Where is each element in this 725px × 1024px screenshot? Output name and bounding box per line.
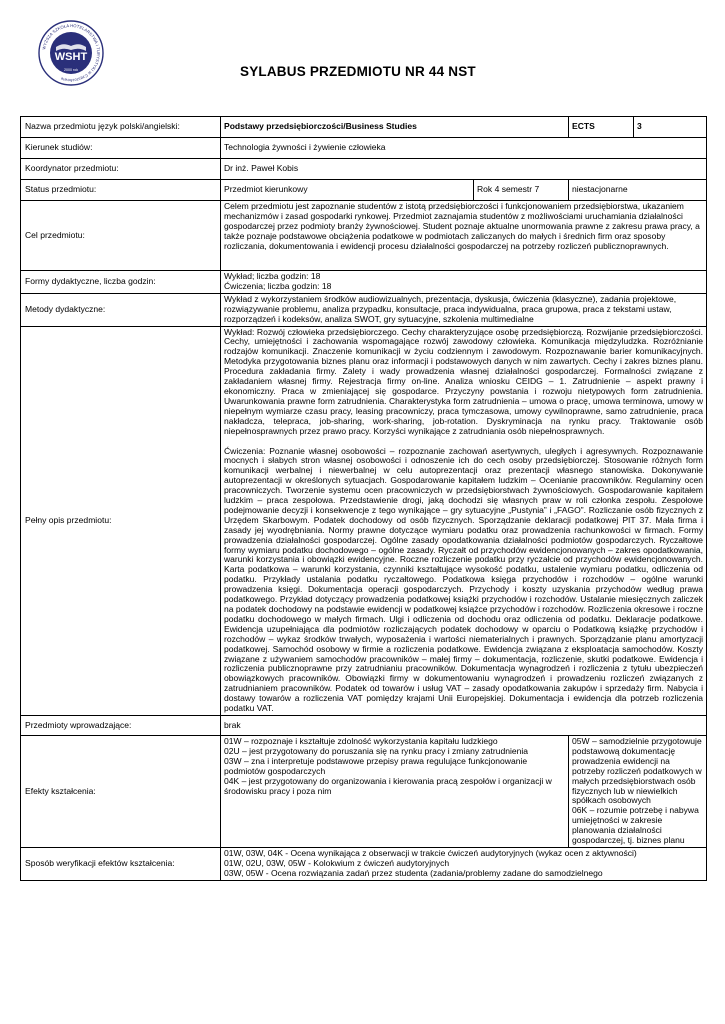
methods: Wykład z wykorzystaniem środków audiowizualnych, prezentacja, dyskusja, ćwiczenia (klasyczne), zadania projektowe, rozwiązywanie problemu, analiza przypadku, konsultacje, praca indywidualna, praca grupowa, praca z tekstami ustaw, rozporządzeń i kodeksów, analiza SWOT, gry sytuacyjne, szkolenia multimedialne: [221, 293, 707, 326]
outcome-03W: 03W – zna i interpretuje podstawowe przepisy prawa regulujące funkcjonowanie podmiotów gospodarczych: [224, 755, 528, 776]
logo-ring-text: WYŻSZA SZKOŁA HOTELARSTWA I TURYSTYKI w Częstochowie: [41, 22, 102, 84]
label-status: Status przedmiotu:: [21, 180, 221, 201]
logo-year: 2000 rok: [64, 68, 78, 72]
description-lecture: Wykład: Rozwój człowieka przedsiębiorczego. Cechy charakteryzujące osobę przedsiębiorczą. Rozwijanie przedsiębiorczości. Cechy, umiejętności i zachowania wspomagające rozwój zawodowy człowieka. Komunikacja międzyludzka. Rozróżnianie rodzajów komunikacji. Znaczenie komunikacji w życiu codziennym i zawodowym. Rozpoznawanie barier komunikacyjnych. Metodyka przygotowania biznes planu oraz informacji i podstawowych danych w nim zawartych. Cechy i zakres biznes planu. Procedura zakładania firmy. Zalety i wady prowadzenia własnej działalności gospodarczej. Formalności związane z zakładaniem własnej firmy. Rejestracja firmy on-line. Analiza wniosku CEIDG – 1. Zatrudnienie – aspekt prawny i ekonomiczny. Praca w zmieniającej się gospodarce. Przyczyny powstania i rozwoju nietypowych form zatrudnienia. Uwarunkowania prawne form zatrudnienia. Charakterystyka form zatrudnienia – umowa o pracę, umowa terminowa, umowy w niepełnym wymiarze czasu pracy, leasing pracowniczy, praca tymczasowa, umowy cywilnoprawne, samo zatrudnienie, praca nakładcza, telepraca, job-sharing, work-sharing, job-rotation. Dyskryminacja na rynku pracy. Traktowanie osób niepełnosprawnych przez prawo pracy. Korzyści wynikające z zatrudniania osób niepełnosprawnych.: [224, 326, 703, 436]
label-verification: Sposób weryfikacji efektów kształcenia:: [21, 847, 221, 880]
verification-line-3: 03W, 05W - Ocena rozwiązania zadań przez studenta (zadania/problemy zadane do samodzielnego: [224, 867, 603, 878]
description-exercises: Ćwiczenia: Poznanie własnej osobowości – rozpoznanie zachowań asertywnych, uległych i agresywnych. Rozpoznawanie mocnych i słabych stron własnej osobowości i odnoszenie ich do cech osoby przedsiębiorczej. Stosowanie różnych form komunikacji werbalnej i niewerbalnej w celu autoprezentacji oraz prezentacji własnego stanowiska. Dokonywanie autoprezentacji w określonych sytuacjach. Gospodarowanie kapitałem ludzkim – Ocenianie pracowników. Regulaminy ocen pracowniczych. Tworzenie systemu ocen pracowniczych w przedsiębiorstwach żywnościowych. Gospodarowanie kapitałem ludzkim – praca zespołowa. Przedstawienie drogi, jaką dochodzi się własnych praw w roli członka zespołu. Zespołowe podejmowanie decyzji i konsekwencje z tego wynikające – gry sytuacyjne „Pustynia” i „FAGO”. Rozliczanie osób fizycznych z Urzędem Skarbowym. Podatek dochodowy od osób fizycznych. Sporządzanie deklaracji podatkowej PIT 37. Mała firma i zasady jej wyodrębniania. Normy prawne dotyczące wymiaru podatku oraz prowadzenia rachunkowości w firmach. Formy prowadzenia działalności gospodarczej. Ogólne zasady opodatkowania działalności podmiotów gospodarczych. Ryczałtowe formy wymiaru podatku dochodowego – ogólne zasady. Ryczałt od przychodów ewidencjonowanych – zakres opodatkowania, warunki korzystania i obowiązki ewidencyjne. Roczne rozliczenie podatku przy ryczałcie od przychodów ewidencjonowanych. Karta podatkowa – warunki korzystania, czynniki kształtujące wysokość podatku, ustalenie wymiaru podatku, odliczenia od podatku. Przykłady ustalania podatku ryczałtowego. Podatkowa księga przychodów i rozchodów – ogólne warunki prowadzenia księgi. Dokumentacja operacji gospodarczych. Przychody i koszty uzyskania przychodów według prawa podatkowego. Przykład dotyczący prowadzenia podatkowej książki przychodów i rozchodów. Ustalanie miesięcznych zaliczek na podatek dochodowy na podstawie ewidencji w podatkowej książce przychodów i rozchodów. Rozliczenia okresowe i roczne podatku dochodowego w małych firmach. Ulgi i odliczenia od dochodu oraz odliczenia od podatku. Deklaracje podatkowe. Ewidencja uzupełniająca dla podmiotów rozliczających podatek dochodowy w oparciu o Podatkową książkę przychodów i rozchodów – wykaz środków trwałych, wyposażenia i wartości niematerialnych i prawnych. Sporządzanie planu amortyzacji podatkowej. Samochód osobowy w firmie a rozliczenia podatkowe. Ewidencja związana z eksploatacja samochodów. Koszty związane z używaniem samochodów pracowników – małej firmy – dokumentacja, rozliczenie, skutki podatkowe. Ewidencja i rozliczenia publicznoprawne przy zatrudnianiu pracowników. Dokumentacja wynagrodzeń i rozliczenia z tytułu ubezpieczeń obowiązkowych pracowników. Obowiązki firmy w dokumentowaniu wynagrodzeń i prowadzeniu rozliczeń związanych z zatrudnianiem pracowników. Podatek od towarów i usług VAT – zasady opodatkowania zakupów i sprzedaży firm. Nabycia i dostawy towarów a rozliczenia VAT pomiędzy krajami Unii Europejskiej. Dokumentacja i ewidencja dla potrzeb rozliczenia podatku VAT.: [224, 445, 703, 714]
course-name: Podstawy przedsiębiorczości/Business Studies: [221, 117, 569, 138]
row-forms: [21, 271, 707, 294]
row-field-of-study: [21, 138, 707, 159]
row-status: [21, 180, 707, 201]
field-of-study: Technologia żywności i żywienie człowieka: [221, 138, 707, 159]
syllabus-table: [20, 116, 707, 881]
ects-value: 3: [634, 117, 707, 138]
row-verification: [21, 847, 707, 880]
status: Przedmiot kierunkowy: [221, 180, 474, 201]
row-methods: [21, 293, 707, 326]
coordinator: Dr inż. Paweł Kobis: [221, 159, 707, 180]
outcomes-right: [572, 737, 703, 846]
label-outcomes: Efekty kształcenia:: [21, 735, 221, 847]
year-semester: Rok 4 semestr 7: [474, 180, 569, 201]
label-methods: Metody dydaktyczne:: [21, 293, 221, 326]
label-description: Pełny opis przedmiotu:: [21, 326, 221, 715]
school-logo: [38, 20, 104, 86]
forms-exercises: Ćwiczenia; liczba godzin: 18: [224, 280, 332, 291]
outcome-06K: 06K – rozumie potrzebę i nabywa umiejętności w zakresie planowania działalności gospodarczej, tj. biznes planu: [572, 805, 699, 846]
label-forms: Formy dydaktyczne, liczba godzin:: [21, 271, 221, 294]
document-title: SYLABUS PRZEDMIOTU NR 44 NST: [240, 64, 476, 79]
study-mode: niestacjonarne: [569, 180, 707, 201]
row-coordinator: [21, 159, 707, 180]
outcome-02U: 02U – jest przygotowany do poruszania się na rynku pracy i zmiany zatrudnienia: [224, 745, 529, 756]
ects-label: ECTS: [569, 117, 634, 138]
goal: Celem przedmiotu jest zapoznanie studentów z istotą przedsiębiorczości i funkcjonowaniem przedsiębiorstwa, ukazaniem mechanizmów i zasad gospodarki rynkowej. Przedmiot zaznajamia studentów z możliwościami uruchamiania działalności gospodarczej przez podmioty branży żywnościowej. Student poznaje aktualne unormowania prawne z zakresu prawa pracy, a także poznaje podstawowe obciążenia podatkowe w podmiotach zaliczanych do małych i średnich firm oraz sposoby rozliczania, dokumentowania i ewidencji procesu działalności gospodarczej na potrzeby rozliczeń publicznoprawnych.: [221, 201, 707, 271]
forms-lecture: Wykład; liczba godzin: 18: [224, 271, 321, 281]
label-course-name: Nazwa przedmiotu język polski/angielski:: [21, 117, 221, 138]
prerequisites: brak: [221, 715, 707, 735]
label-field-of-study: Kierunek studiów:: [21, 138, 221, 159]
row-description: [21, 326, 707, 715]
row-prerequisites: [21, 715, 707, 735]
outcomes-left: [224, 737, 565, 796]
outcome-01W: 01W – rozpoznaje i kształtuje zdolność wykorzystania kapitału ludzkiego: [224, 735, 498, 746]
logo-letters: WSHT: [54, 51, 88, 63]
row-course-name: [21, 117, 707, 138]
label-goal: Cel przedmiotu:: [21, 201, 221, 271]
verification-line-1: 01W, 03W, 04K - Ocena wynikająca z obserwacji w trakcie ćwiczeń audytoryjnych (wykaz ocen z aktywności): [224, 847, 637, 858]
row-outcomes: [21, 735, 707, 847]
outcome-05W: 05W – samodzielnie przygotowuje podstawową dokumentację prowadzenia ewidencji na potrzeby rozliczeń podatkowych w małych przedsiębiorstwach osób fizycznych lub w niewielkich spółkach osobowych: [572, 735, 702, 806]
label-coordinator: Koordynator przedmiotu:: [21, 159, 221, 180]
label-prerequisites: Przedmioty wprowadzające:: [21, 715, 221, 735]
verification-line-2: 01W, 02U, 03W, 05W - Kolokwium z ćwiczeń audytoryjnych: [224, 857, 450, 868]
outcome-04K: 04K – jest przygotowany do organizowania i kierowania pracą zespołów i organizacji w środowisku pracy i poza nim: [224, 775, 552, 796]
row-goal: [21, 201, 707, 271]
